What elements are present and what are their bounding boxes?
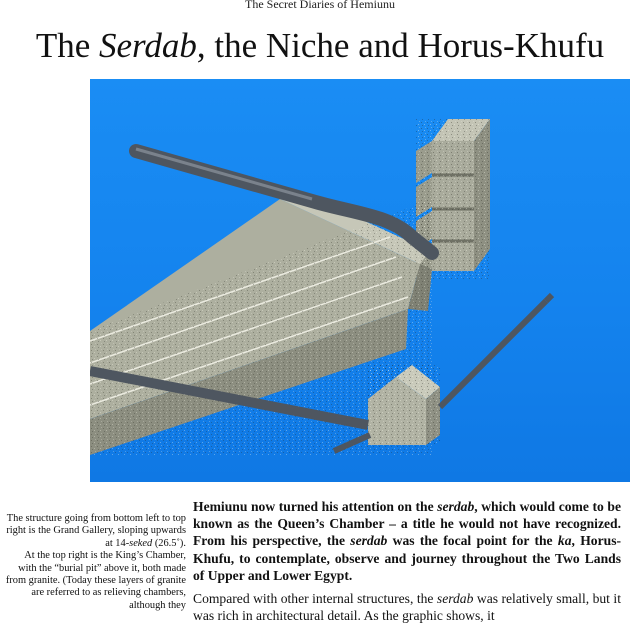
body-text-run: was relatively small, but it was rich in architectural detail. As the graphic shows, it	[193, 591, 621, 624]
page-title	[0, 24, 640, 68]
title-prefix: The	[35, 26, 100, 65]
body-text	[193, 498, 621, 630]
pyramid-chambers-illustration	[90, 79, 630, 482]
caption-text: The structure going from bottom left to top right is the Grand Gallery, sloping upwards at 14-	[6, 513, 186, 549]
title-suffix: , the Niche and Horus-Khufu	[196, 26, 605, 65]
title-italic: Serdab	[99, 26, 197, 65]
caption-paragraph-1	[4, 513, 186, 550]
body-text-run: , which would come to be known as the Queen’s Chamber – a title he would not have recognized. From his perspective, the	[193, 499, 621, 549]
body-text-run: Compared with other internal structures, the	[193, 591, 437, 607]
serdab-chamber	[368, 365, 440, 445]
figure-caption	[4, 513, 186, 612]
body-paragraph-1	[193, 498, 621, 584]
body-italic: serdab	[437, 499, 475, 514]
running-head: The Secret Diaries of Hemiunu	[245, 0, 395, 11]
body-text-run: , Horus-Khufu, to contemplate, observe and journey throughout the Two Lands of Upper and Lower Egypt.	[193, 533, 622, 583]
caption-paragraph-2: At the top right is the King’s Chamber, with the “burial pit” above it, both made from granite. (Today these layers of granite are referred to as relieving chambers, although they	[5, 550, 186, 611]
body-italic: ka	[557, 533, 572, 549]
body-italic: serdab	[350, 533, 388, 549]
caption-italic: seked	[129, 537, 153, 549]
body-text-run: was the focal point for the	[387, 533, 558, 549]
body-italic: serdab	[436, 591, 474, 607]
body-paragraph-2	[193, 590, 621, 624]
caption-text: (26.5˚).	[152, 537, 186, 549]
body-text-run: Hemiunu now turned his attention on the	[193, 499, 438, 514]
pyramid-chambers-render	[90, 79, 630, 482]
